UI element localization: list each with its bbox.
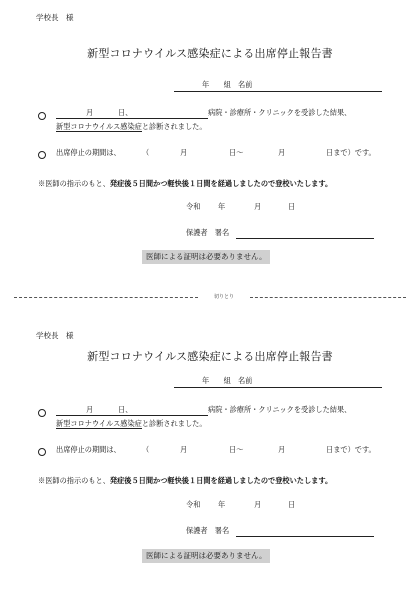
notice-line: ※医師の指示のもと、発症後５日間かつ軽快後１日間を経過しましたので登校いたします。 xyxy=(38,179,333,188)
date-year[interactable]: 年 xyxy=(218,202,226,211)
item1-date-blank[interactable]: 月 日、 xyxy=(56,108,178,119)
addressee: 学校長 様 xyxy=(36,331,74,340)
item1-hospital-blank[interactable] xyxy=(120,405,208,416)
item2-day2[interactable]: 日まで）です。 xyxy=(326,445,376,454)
item2-month1[interactable]: 月 xyxy=(180,445,188,454)
date-month[interactable]: 月 xyxy=(254,202,262,211)
notice-line: ※医師の指示のもと、発症後５日間かつ軽快後１日間を経過しましたので登校いたします。 xyxy=(38,476,333,485)
date-month[interactable]: 月 xyxy=(254,500,262,509)
item1-date-blank[interactable]: 月 日、 xyxy=(56,405,178,416)
item2-open-paren: （ xyxy=(142,445,150,454)
item1-diagnosis-line: 新型コロナウイルス感染症と診断されました。 xyxy=(56,122,207,131)
form-title: 新型コロナウイルス感染症による出席停止報告書 xyxy=(87,350,333,363)
item2-day1[interactable]: 日〜 xyxy=(229,445,244,454)
item2-day2[interactable]: 日まで）です。 xyxy=(326,148,376,157)
item1-bullet xyxy=(38,409,46,417)
cut-label: 切りとり xyxy=(202,292,246,302)
date-day[interactable]: 日 xyxy=(288,202,296,211)
guardian-label: 保護者 署名 xyxy=(186,526,230,535)
item2-label: 出席停止の期間は、 xyxy=(56,148,121,157)
item2-label: 出席停止の期間は、 xyxy=(56,445,121,454)
addressee: 学校長 様 xyxy=(36,13,74,22)
date-day[interactable]: 日 xyxy=(288,500,296,509)
item2-open-paren: （ xyxy=(142,148,150,157)
no-certificate-note: 医師による証明は必要ありません。 xyxy=(142,250,270,264)
item1-text: 病院・診療所・クリニックを受診した結果、 xyxy=(208,405,352,414)
form-title: 新型コロナウイルス感染症による出席停止報告書 xyxy=(87,47,333,60)
date-year[interactable]: 年 xyxy=(218,500,226,509)
guardian-signature-field[interactable] xyxy=(236,526,374,537)
date-era: 令和 xyxy=(186,500,201,509)
no-certificate-note: 医師による証明は必要ありません。 xyxy=(142,549,270,563)
item1-text: 病院・診療所・クリニックを受診した結果、 xyxy=(208,108,352,117)
item2-bullet xyxy=(38,151,46,159)
item1-bullet xyxy=(38,112,46,120)
notice-bold: 発症後５日間かつ軽快後１日間を経過しましたので登校いたします。 xyxy=(109,476,333,485)
item1-diagnosis: 新型コロナウイルス感染症 xyxy=(56,122,142,131)
student-name-line[interactable]: 年 組 名前 xyxy=(174,376,382,388)
date-era: 令和 xyxy=(186,202,201,211)
student-name-line[interactable]: 年 組 名前 xyxy=(174,80,382,92)
guardian-label: 保護者 署名 xyxy=(186,228,230,237)
item2-bullet xyxy=(38,448,46,456)
item2-day1[interactable]: 日〜 xyxy=(229,148,244,157)
notice-bold: 発症後５日間かつ軽快後１日間を経過しましたので登校いたします。 xyxy=(109,179,333,188)
guardian-signature-field[interactable] xyxy=(236,228,374,239)
report-form-bottom xyxy=(0,298,420,595)
item2-month2[interactable]: 月 xyxy=(278,148,286,157)
item1-diagnosis: 新型コロナウイルス感染症 xyxy=(56,419,142,428)
item1-hospital-blank[interactable] xyxy=(120,108,208,119)
item1-diagnosis-line: 新型コロナウイルス感染症と診断されました。 xyxy=(56,419,207,428)
item2-month2[interactable]: 月 xyxy=(278,445,286,454)
report-form-top xyxy=(0,0,420,297)
item2-month1[interactable]: 月 xyxy=(180,148,188,157)
